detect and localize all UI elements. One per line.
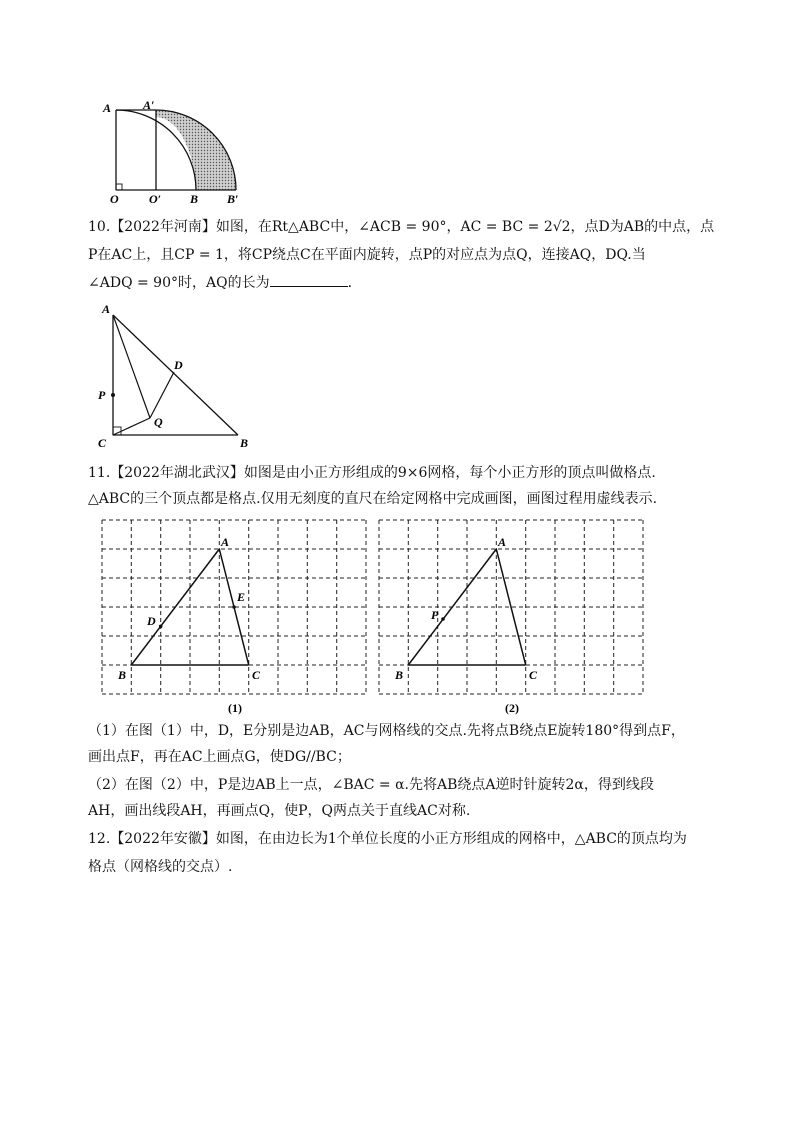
label-B: B xyxy=(395,668,404,682)
q10-line3 xyxy=(88,274,352,292)
q11-part1-line1: （1）在图（1）中，D，E分别是边AB，AC与网格线的交点.先将点B绕点E旋转180°得到点F， xyxy=(88,723,685,739)
q12-line1: 12.【2022年安徽】如图，在由边长为1个单位长度的小正方形组成的网格中，△ABC的顶点均为 xyxy=(88,831,687,847)
q10-line3-end: . xyxy=(347,275,353,291)
caption-1: (1) xyxy=(228,701,242,715)
label-A: A xyxy=(102,302,111,316)
label-D: D xyxy=(147,614,156,628)
label-O-prime: O′ xyxy=(149,192,162,205)
label-B-prime: B′ xyxy=(227,192,239,205)
q11-part1-line2: 画出点F，再在AC上画点G，使DG//BC； xyxy=(88,749,351,765)
label-B: B xyxy=(240,436,249,450)
q10-line2: P在AC上，且CP = 1，将CP绕点C在平面内旋转，点P的对应点为点Q，连接AQ，DQ.当 xyxy=(88,247,646,263)
label-B: B xyxy=(190,192,199,205)
segment-CQ xyxy=(113,418,150,435)
grid-figure-2 xyxy=(377,518,647,718)
right-angle-mark xyxy=(116,184,122,190)
label-C: C xyxy=(529,668,538,682)
label-Q: Q xyxy=(154,415,163,429)
grid-figure-1 xyxy=(100,518,370,718)
label-A: A xyxy=(103,101,112,115)
segment-AQ xyxy=(113,315,150,418)
point-P xyxy=(111,393,115,397)
q11-part2-line2: AH，画出线段AH，再画点Q，使P，Q两点关于直线AC对称. xyxy=(88,803,471,819)
label-P: P xyxy=(431,608,439,622)
segment-DQ xyxy=(150,372,174,418)
label-D: D xyxy=(174,358,183,372)
figure-sector-rotation xyxy=(95,95,255,205)
shaded-region xyxy=(156,110,236,190)
point-E xyxy=(232,605,236,609)
label-A: A xyxy=(221,535,230,549)
label-P: P xyxy=(98,388,106,402)
label-A-prime: A′ xyxy=(143,98,155,112)
q12-line2: 格点（网格线的交点）. xyxy=(88,859,233,875)
label-E: E xyxy=(237,590,246,604)
caption-2: (2) xyxy=(505,701,519,715)
q11-line1: 11.【2022年湖北武汉】如图是由小正方形组成的9×6网格，每个小正方形的顶点叫做格点. xyxy=(88,465,656,481)
q10-line1: 10.【2022年河南】如图，在Rt△ABC中，∠ACB = 90°，AC = BC = 2√2，点D为AB的中点，点 xyxy=(88,219,715,235)
label-O: O xyxy=(110,192,119,205)
point-P xyxy=(441,617,445,621)
q11-line2: △ABC的三个顶点都是格点.仅用无刻度的直尺在给定网格中完成画图，画图过程用虚线表示. xyxy=(88,491,658,507)
q10-line3-text: ∠ADQ = 90°时，AQ的长为 xyxy=(88,275,270,291)
answer-blank xyxy=(270,274,348,287)
label-C: C xyxy=(98,436,107,450)
label-C: C xyxy=(252,668,261,682)
side-AB xyxy=(113,315,238,435)
q11-part2-line1: （2）在图（2）中，P是边AB上一点，∠BAC = α.先将AB绕点A逆时针旋转2α，得到线段 xyxy=(88,777,654,793)
point-D xyxy=(159,625,163,629)
label-A: A xyxy=(498,535,507,549)
label-B: B xyxy=(118,668,127,682)
figure-q10-triangle xyxy=(92,300,262,450)
